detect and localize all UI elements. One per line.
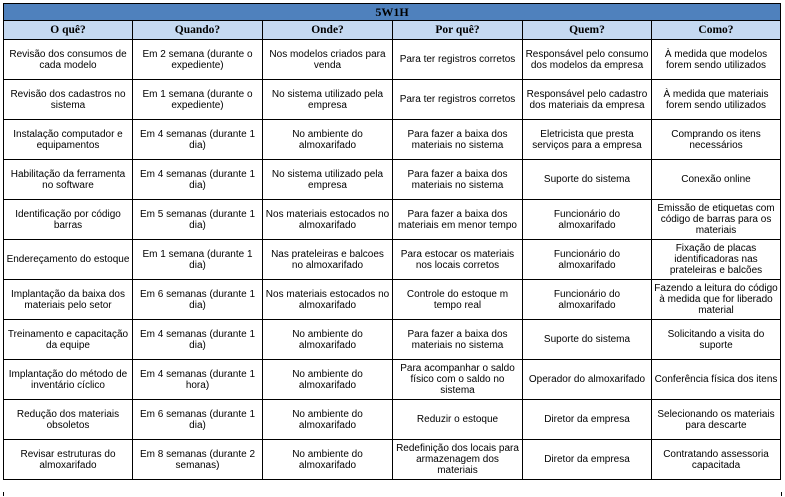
- cell-how: Emissão de etiquetas com código de barras para os materiais: [652, 200, 781, 240]
- cell-when: Em 5 semanas (durante 1 dia): [133, 200, 263, 240]
- cell-how: Comprando os itens necessários: [652, 120, 781, 160]
- cell-why: Para fazer a baixa dos materiais no sistema: [393, 160, 523, 200]
- header-who: Quem?: [523, 21, 652, 40]
- cell-where: Nos materiais estocados no almoxarifado: [263, 280, 393, 320]
- cell-when: Em 4 semanas (durante 1 dia): [133, 160, 263, 200]
- cell-why: Controle do estoque m tempo real: [393, 280, 523, 320]
- header-when: Quando?: [133, 21, 263, 40]
- cell-who: Funcionário do almoxarifado: [523, 200, 652, 240]
- cell-where: No ambiente do almoxarifado: [263, 400, 393, 440]
- cell-who: Responsável pelo cadastro dos materiais da empresa: [523, 80, 652, 120]
- cell-why: Para ter registros corretos: [393, 40, 523, 80]
- table-row: [4, 280, 781, 320]
- cell-what: Instalação computador e equipamentos: [4, 120, 133, 160]
- cell-why: Para ter registros corretos: [393, 80, 523, 120]
- cell-how: À medida que materiais forem sendo utilizados: [652, 80, 781, 120]
- cell-who: Suporte do sistema: [523, 160, 652, 200]
- header-row: [4, 21, 781, 40]
- table-body: [4, 40, 781, 480]
- table-row: [4, 320, 781, 360]
- cell-why: Para fazer a baixa dos materiais em menor tempo: [393, 200, 523, 240]
- cell-when: Em 6 semanas (durante 1 dia): [133, 280, 263, 320]
- cell-how: Conexão online: [652, 160, 781, 200]
- cell-where: Nos materiais estocados no almoxarifado: [263, 200, 393, 240]
- cell-how: Fixação de placas identificadoras nas prateleiras e balcões: [652, 240, 781, 280]
- cell-where: No ambiente do almoxarifado: [263, 120, 393, 160]
- cell-what: Treinamento e capacitação da equipe: [4, 320, 133, 360]
- cell-where: No sistema utilizado pela empresa: [263, 160, 393, 200]
- cell-how: À medida que modelos forem sendo utilizados: [652, 40, 781, 80]
- cell-why: Para fazer a baixa dos materiais no sistema: [393, 320, 523, 360]
- cell-when: Em 8 semanas (durante 2 semanas): [133, 440, 263, 480]
- cell-who: Diretor da empresa: [523, 400, 652, 440]
- cell-how: Selecionando os materiais para descarte: [652, 400, 781, 440]
- header-how: Como?: [652, 21, 781, 40]
- cell-where: Nos modelos criados para venda: [263, 40, 393, 80]
- table-row: [4, 440, 781, 480]
- cell-how: Conferência física dos itens: [652, 360, 781, 400]
- header-where: Onde?: [263, 21, 393, 40]
- cell-what: Revisão dos consumos de cada modelo: [4, 40, 133, 80]
- cell-who: Diretor da empresa: [523, 440, 652, 480]
- cell-what: Revisar estruturas do almoxarifado: [4, 440, 133, 480]
- cell-when: Em 4 semanas (durante 1 dia): [133, 320, 263, 360]
- cell-what: Implantação do método de inventário cíclico: [4, 360, 133, 400]
- cell-how: Solicitando a visita do suporte: [652, 320, 781, 360]
- table-title: 5W1H: [4, 4, 781, 21]
- cell-who: Responsável pelo consumo dos modelos da empresa: [523, 40, 652, 80]
- cell-why: Redefinição dos locais para armazenagem dos materiais: [393, 440, 523, 480]
- cell-where: No ambiente do almoxarifado: [263, 320, 393, 360]
- table-row: [4, 120, 781, 160]
- cell-when: Em 2 semana (durante o expediente): [133, 40, 263, 80]
- table-row: [4, 40, 781, 80]
- cell-how: Fazendo a leitura do código à medida que for liberado material: [652, 280, 781, 320]
- cell-who: Suporte do sistema: [523, 320, 652, 360]
- cell-who: Eletricista que presta serviços para a empresa: [523, 120, 652, 160]
- cell-when: Em 6 semanas (durante 1 dia): [133, 400, 263, 440]
- table-5w1h: [3, 3, 781, 480]
- cell-what: Endereçamento do estoque: [4, 240, 133, 280]
- table-row: [4, 360, 781, 400]
- cell-why: Para estocar os materiais nos locais corretos: [393, 240, 523, 280]
- cell-when: Em 1 semana (durante o expediente): [133, 80, 263, 120]
- cell-what: Habilitação da ferramenta no software: [4, 160, 133, 200]
- cell-who: Funcionário do almoxarifado: [523, 280, 652, 320]
- cell-what: Implantação da baixa dos materiais pelo setor: [4, 280, 133, 320]
- cell-where: No ambiente do almoxarifado: [263, 360, 393, 400]
- header-why: Por quê?: [393, 21, 523, 40]
- cell-where: Nas prateleiras e balcoes no almoxarifado: [263, 240, 393, 280]
- table-row: [4, 400, 781, 440]
- table-row: [4, 80, 781, 120]
- header-what: O quê?: [4, 21, 133, 40]
- cell-where: No sistema utilizado pela empresa: [263, 80, 393, 120]
- cell-why: Para fazer a baixa dos materiais no sistema: [393, 120, 523, 160]
- table-bottom-edge: [3, 492, 782, 496]
- cell-when: Em 1 semana (durante 1 dia): [133, 240, 263, 280]
- cell-why: Reduzir o estoque: [393, 400, 523, 440]
- cell-what: Revisão dos cadastros no sistema: [4, 80, 133, 120]
- cell-how: Contratando assessoria capacitada: [652, 440, 781, 480]
- cell-where: No ambiente do almoxarifado: [263, 440, 393, 480]
- cell-who: Operador do almoxarifado: [523, 360, 652, 400]
- cell-what: Identificação por código barras: [4, 200, 133, 240]
- table-row: [4, 160, 781, 200]
- cell-who: Funcionário do almoxarifado: [523, 240, 652, 280]
- table-row: [4, 200, 781, 240]
- cell-when: Em 4 semanas (durante 1 hora): [133, 360, 263, 400]
- cell-what: Redução dos materiais obsoletos: [4, 400, 133, 440]
- cell-why: Para acompanhar o saldo físico com o saldo no sistema: [393, 360, 523, 400]
- table-5w1h-container: [3, 3, 781, 480]
- cell-when: Em 4 semanas (durante 1 dia): [133, 120, 263, 160]
- table-row: [4, 240, 781, 280]
